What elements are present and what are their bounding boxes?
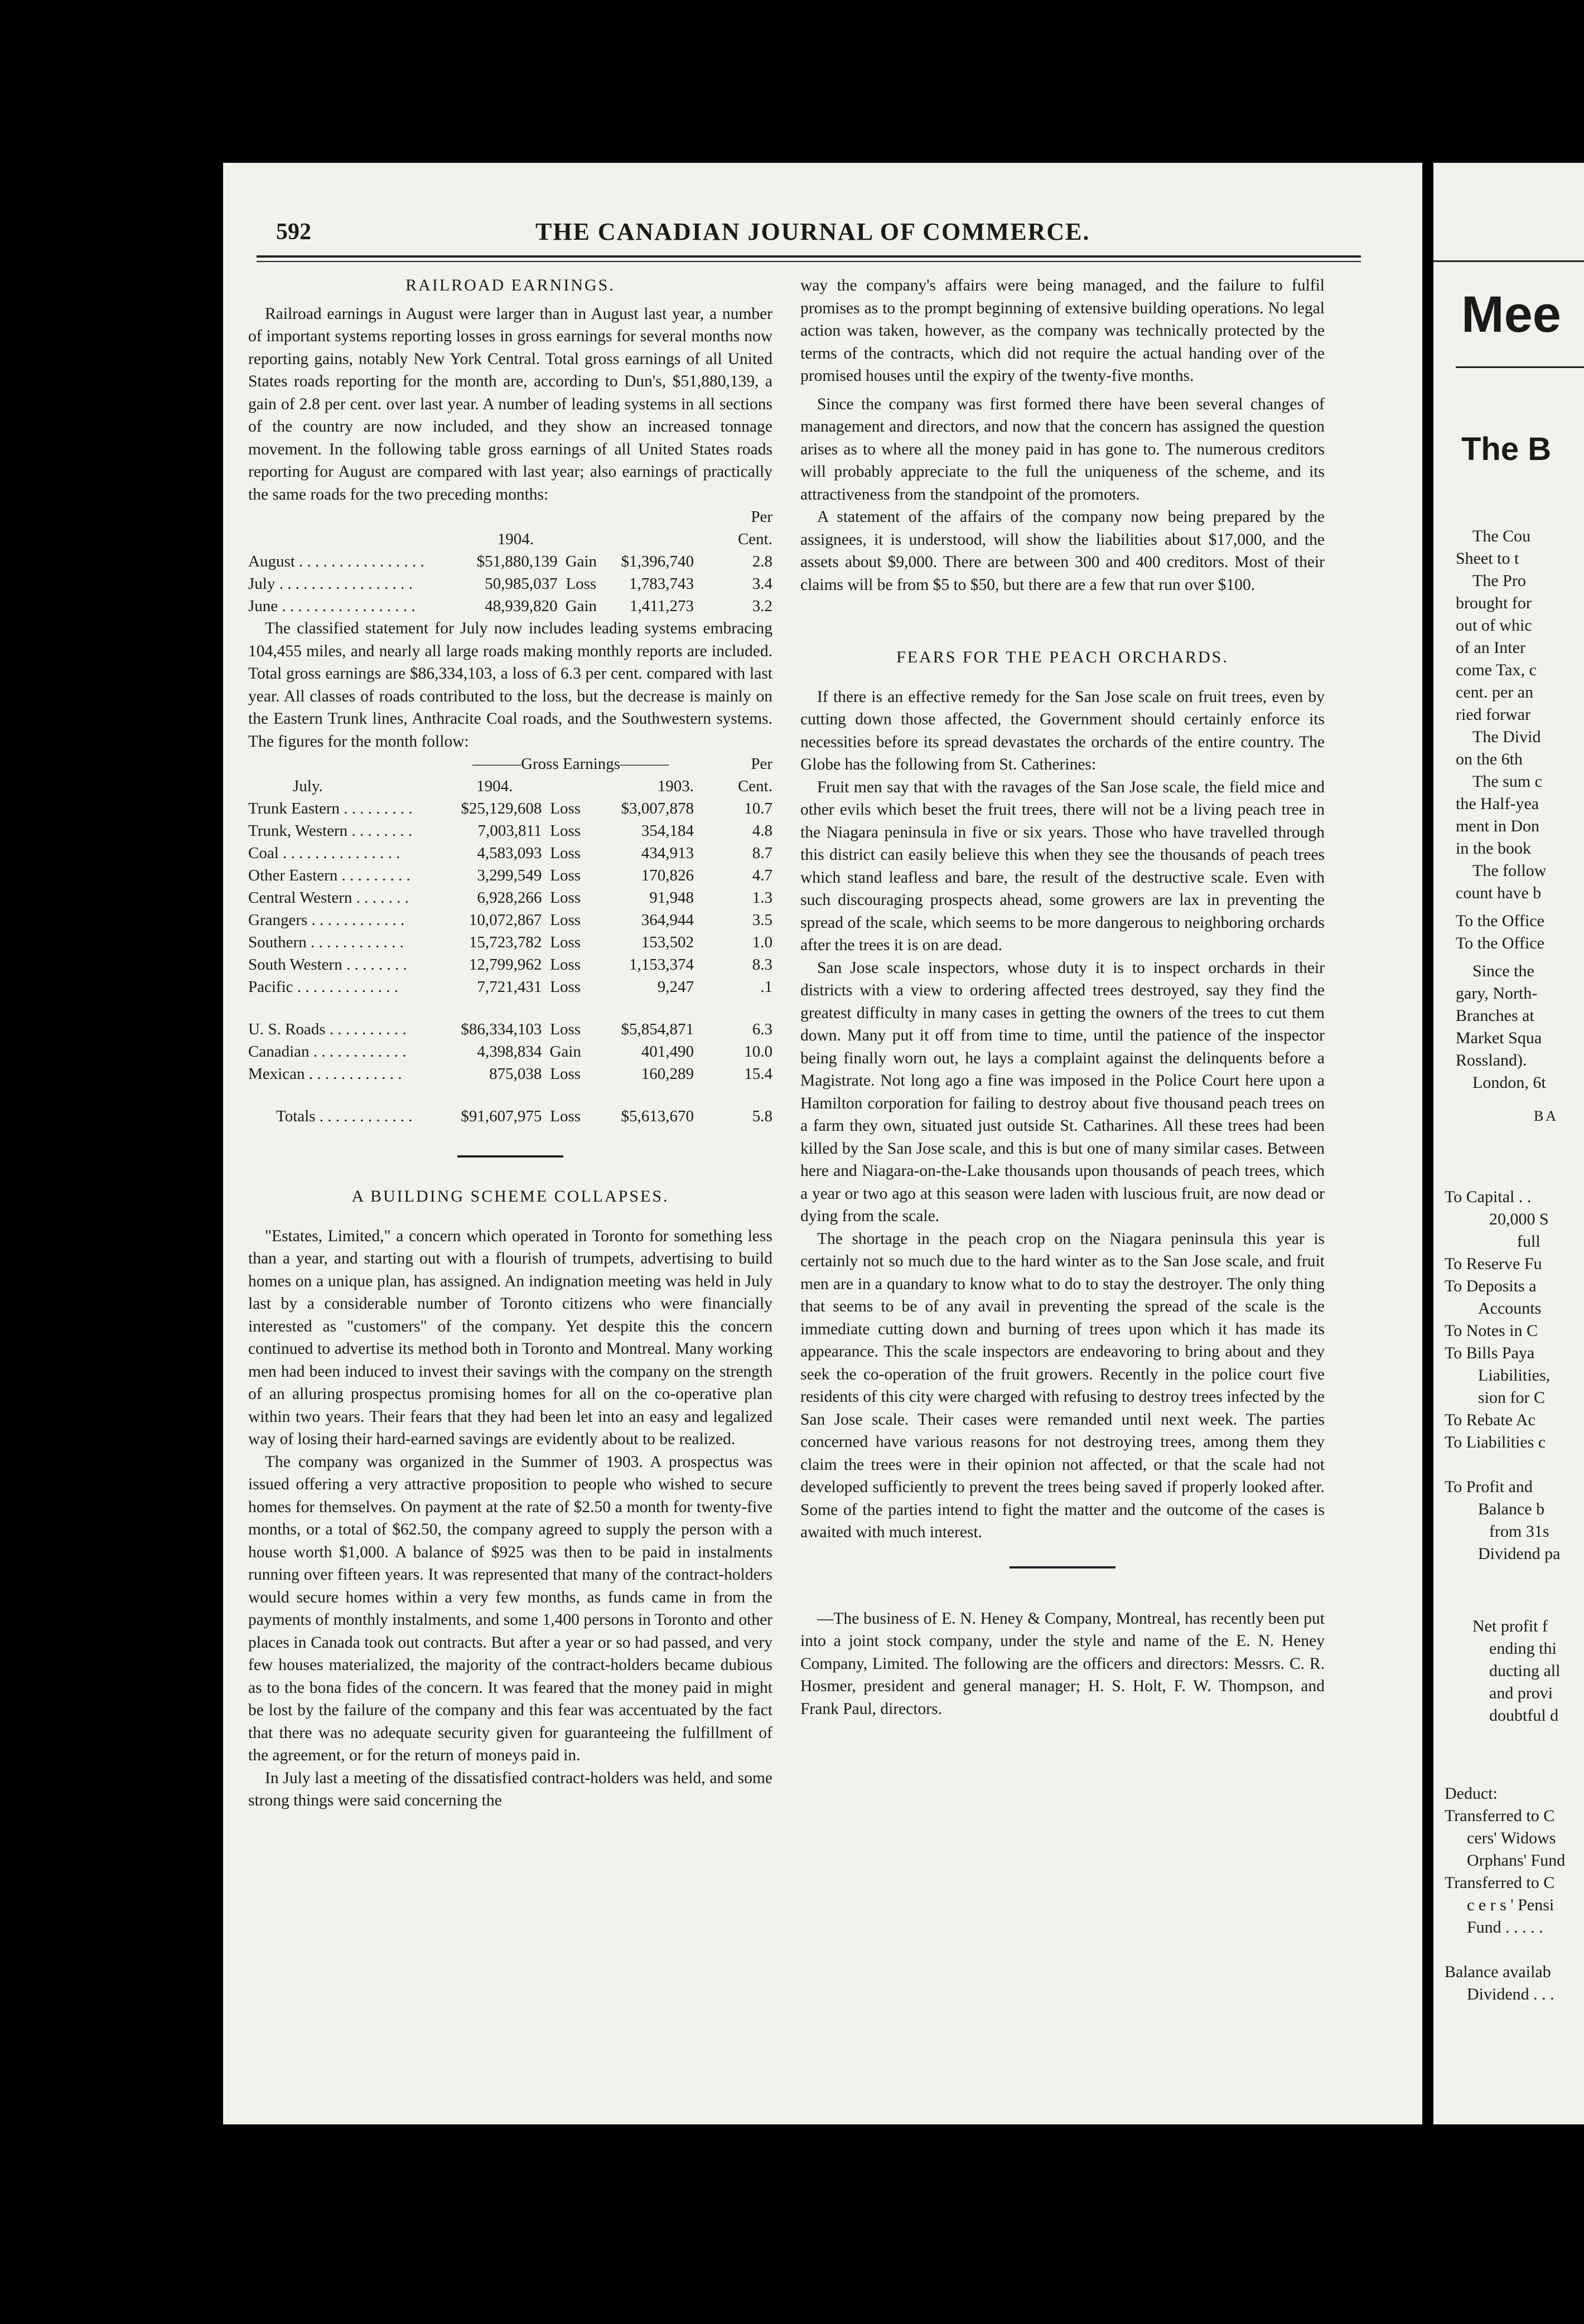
building-paragraph: "Estates, Limited," a concern which operated in Toronto for something less than a year, and starting out with a flourish of trumpets, advertising to build homes on a unique plan, has assigned. An indignation meeting was held in July last by a considerable number of Toronto citizens who were financially interested as "customers" of the company. Yet despite this the concern continued to advertise its method both in Toronto and Montreal. Many working men had been induced to invest their savings with the company on the strength of an alluring prospectus promising homes for all on the co-operative plan within two years. Their fears that they had been let into an easy and legalized way of losing their hard-earned savings are evidently about to be realized.	[248, 1227, 772, 1448]
table-header-per: Per	[751, 508, 772, 526]
table-row: Grangers . . . . . . . . . . . . 10,072,867 Loss 364,944 3.5	[248, 911, 772, 929]
adjacent-balance-block: To Capital . . 20,000 S full To Reserve Fu To Deposits a Accounts To Notes in C To Bills Paya Liabilities, sion for C To Rebate Ac To Liabilities c To Profit and Balance b from 31s Dividend pa Net profit f ending thi ducting all and provi doubtful d Deduct: Transferred to C cers' Widows Orphans' Fund Transferred to C c e r s ' Pensi Fund . . . . . Balance availab Dividend . . .	[1445, 1188, 1566, 2003]
table-header-gross: ———Gross Earnings———	[472, 755, 669, 773]
building-paragraph: In July last a meeting of the dissatisfied contract-holders was held, and some strong things were said concerning the	[248, 1769, 772, 1809]
adjacent-subtitle: The B	[1461, 431, 1552, 467]
table-row: Central Western . . . . . . . 6,928,266 Loss 91,948 1.3	[248, 889, 772, 907]
table-header-1903: 1903.	[657, 777, 694, 795]
building-paragraph: way the company's affairs were being managed, and the failure to fulfil promises as to the prompt beginning of extensive building operations. No legal action was taken, however, as the company was technically protected by the terms of the contracts, which did not require the actual handing over of the promised houses until the expiry of the twenty-five months.	[800, 277, 1325, 385]
peach-paragraph: If there is an effective remedy for the San Jose scale on fruit trees, even by cutting down those affected, the Government should certainly enforce its necessities before its spread devastates the orchards of the entire country. The Globe has the following from St. Catherines:	[800, 687, 1325, 773]
railroad-table-classified	[248, 753, 772, 1127]
page-number: 592	[276, 219, 311, 245]
table-row: Trunk, Western . . . . . . . . 7,003,811 Loss 354,184 4.8	[248, 822, 772, 840]
table-row: Mexican . . . . . . . . . . . . 875,038 Loss 160,289 15.4	[248, 1065, 772, 1083]
table-total-row: Totals . . . . . . . . . . . . $91,607,975 Loss $5,613,670 5.8	[276, 1107, 772, 1125]
left-column	[248, 274, 772, 1812]
header-rule-thin	[257, 261, 1361, 262]
railroad-mid: The classified statement for July now includes leading systems embracing 104,455 miles, and nearly all large roads making monthly reports are included. Total gross earnings are $86,334,103, a loss of 6.3 per cent. compared with last year. All classes of roads contributed to the loss, but the decrease is mainly on the Eastern Trunk lines, Anthracite Coal roads, and the Southwestern systems. The figures for the month follow:	[248, 619, 772, 751]
railroad-table-monthly	[248, 506, 772, 617]
building-paragraph: A statement of the affairs of the company now being prepared by the assignees, it is understood, will show the liabilities about $17,000, and the assets about $9,000. There are between 300 and 400 creditors. Most of their claims will be from $5 to $50, but there are a few that run over $100.	[800, 508, 1325, 594]
building-paragraph: Since the company was first formed there have been several changes of management and directors, and now that the concern has assigned the question arises as to where all the money paid in has gone to. The numerous creditors will probably appreciate to the full the uniqueness of the scheme, and its attractiveness from the standpoint of the promoters.	[800, 395, 1325, 503]
right-column	[800, 274, 1325, 1720]
running-head: THE CANADIAN JOURNAL OF COMMERCE.	[535, 218, 1090, 245]
peach-paragraph: San Jose scale inspectors, whose duty it is to inspect orchards in their districts with a view to ordering affected trees destroyed, say they find the greatest difficulty in many cases in getting the owners of the trees to cut them down. Many put it off from time to time, until the patience of the inspector being finally worn out, he lays a complaint against the delinquents before a Magistrate. Not long ago a fine was imposed in the Police Court here upon a Hamilton corporation for failing to destroy about five thousand peach trees on a farm they own, situated just outside St. Catharines. All these trees had been killed by the San Jose scale, and this is but one of many similar cases. Between here and Niagara-on-the-Lake thousands upon thousands of peach trees, which a year or two ago at this season were laden with luscious fruit, are now dead or dying from the scale.	[800, 958, 1325, 1225]
table-header-1904: 1904.	[476, 777, 513, 795]
adjacent-rule	[1456, 366, 1584, 368]
railroad-intro: Railroad earnings in August were larger than in August last year, a number of important systems reporting losses in gross earnings for several months now reporting gains, notably New York Central. Total gross earnings of all United States roads reporting for the month are, according to Dun's, $51,880,139, a gain of 2.8 per cent. over last year. A number of leading systems in all sections of the country are now included, and they show an increased tonnage movement. In the following table gross earnings of all United States roads reporting for August are compared with last year; also earnings of practically the same roads for the two preceding months:	[248, 304, 772, 503]
journal-page	[223, 163, 1422, 2124]
table-header-cent: Cent.	[737, 777, 772, 795]
table-row: July . . . . . . . . . . . . . . . . . 50,985,037 Loss 1,783,743 3.4	[248, 575, 772, 593]
section-separator	[1010, 1566, 1115, 1568]
heney-notice: —The business of E. N. Heney & Company, Montreal, has recently been put into a joint stock company, under the style and name of the E. N. Heney Company, Limited. The following are the officers and directors: Messrs. C. R. Hosmer, president and general manager; H. S. Holt, F. W. Thompson, and Frank Paul, directors.	[800, 1609, 1325, 1718]
header-rule	[257, 255, 1361, 258]
adjacent-title: Mee	[1461, 286, 1561, 343]
peach-paragraph: The shortage in the peach crop on the Niagara peninsula this year is certainly not so much due to the hard winter as to the San Jose scale, and fruit men are in a quandary to know what to do to stay the destroyer. The only thing that seems to be of any avail in preventing the spread of the scale is the immediate cutting down and burning of trees upon which it has made its appearance. This the scale inspectors are endeavoring to bring about and they seek the co-operation of the fruit growers. Recently in the police court five residents of this city were charged with refusing to destroy trees infected by the San Jose scale. Their cases were remanded until next week. The parties concerned have various reasons for not destroying trees, among them they claim the trees were in their opinion not affected, or that the scale had not developed sufficiently to prevent the trees being saved if properly looked after. Some of the parties intend to fight the matter and the outcome of the cases is awaited with much interest.	[800, 1229, 1325, 1541]
table-row: Canadian . . . . . . . . . . . . 4,398,834 Gain 401,490 10.0	[248, 1043, 772, 1061]
adjacent-text-block: The Cou Sheet to t The Pro brought for out of whic of an Inter come Tax, c cent. per an ried forwar The Divid on the 6th The sum c the Half-yea ment in Don in the book The follow count have b To the Office To the Office Since the gary, North- Branches at Market Squa Rossland). London, 6t BA	[1456, 527, 1559, 1124]
peach-paragraph: Fruit men say that with the ravages of the San Jose scale, the field mice and other evils which beset the fruit trees, there will not be a living peach tree in the Niagara peninsula in five or six years. Those who have travelled through this district can easily believe this when they see the thousands of peach trees which stand leafless and bare, the result of the destructive scale. Even with such discouraging prospects ahead, some growers are lax in preventing the spread of the scale, which seems to be more dangerous to neighboring orchards after the trees it is on are dead.	[800, 778, 1325, 954]
railroad-heading: RAILROAD EARNINGS.	[405, 276, 615, 294]
classified-rows	[248, 797, 772, 1127]
table-row: Southern . . . . . . . . . . . . 15,723,782 Loss 153,502 1.0	[248, 933, 772, 951]
table-row: Coal . . . . . . . . . . . . . . . 4,583,093 Loss 434,913 8.7	[248, 844, 772, 862]
table-row: Pacific . . . . . . . . . . . . . 7,721,431 Loss 9,247 .1	[248, 978, 772, 996]
table-row: U. S. Roads . . . . . . . . . . $86,334,103 Loss $5,854,871 6.3	[248, 1020, 772, 1038]
table-header-year: 1904.	[497, 530, 534, 548]
building-heading: A BUILDING SCHEME COLLAPSES.	[351, 1187, 669, 1205]
table-header-per: Per	[751, 755, 772, 773]
table-header-cent: Cent.	[737, 530, 772, 548]
adjacent-page	[1433, 163, 1584, 2124]
table-header-month: July.	[293, 777, 323, 795]
section-separator	[457, 1155, 563, 1158]
building-paragraph: The company was organized in the Summer of 1903. A prospectus was issued offering a very attractive proposition to people who wished to secure homes for themselves. On payment at the rate of $2.50 a month for twenty-five months, or a total of $62.50, the company agreed to supply the person with a house worth $1,000. A balance of $925 was then to be paid in instalments running over fifteen years. It was represented that many of the contract-holders would secure homes within a very few months, as funds came in from the payments of monthly instalments, and some 1,400 persons in Toronto and other places in Canada took out contracts. But after a year or so had passed, and very few houses materialized, the majority of the contract-holders became dubious as to the bona fides of the concern. It was feared that the money paid in might be lost by the failure of the company and this fear was accentuated by the fact that there was no adequate security given for guaranteeing the fulfillment of the agreement, or for the return of moneys paid in.	[248, 1453, 772, 1764]
table-row: June . . . . . . . . . . . . . . . . . 48,939,820 Gain 1,411,273 3.2	[248, 597, 772, 615]
table-row: South Western . . . . . . . . 12,799,962 Loss 1,153,374 8.3	[248, 956, 772, 974]
table-row: August . . . . . . . . . . . . . . . . $51,880,139 Gain $1,396,740 2.8	[248, 553, 772, 570]
table-row: Other Eastern . . . . . . . . . 3,299,549 Loss 170,826 4.7	[248, 866, 772, 884]
peach-heading: FEARS FOR THE PEACH ORCHARDS.	[896, 648, 1229, 666]
adjacent-rule	[1433, 260, 1584, 262]
table-row: Trunk Eastern . . . . . . . . . $25,129,608 Loss $3,007,878 10.7	[248, 800, 772, 817]
monthly-rows	[248, 550, 772, 617]
